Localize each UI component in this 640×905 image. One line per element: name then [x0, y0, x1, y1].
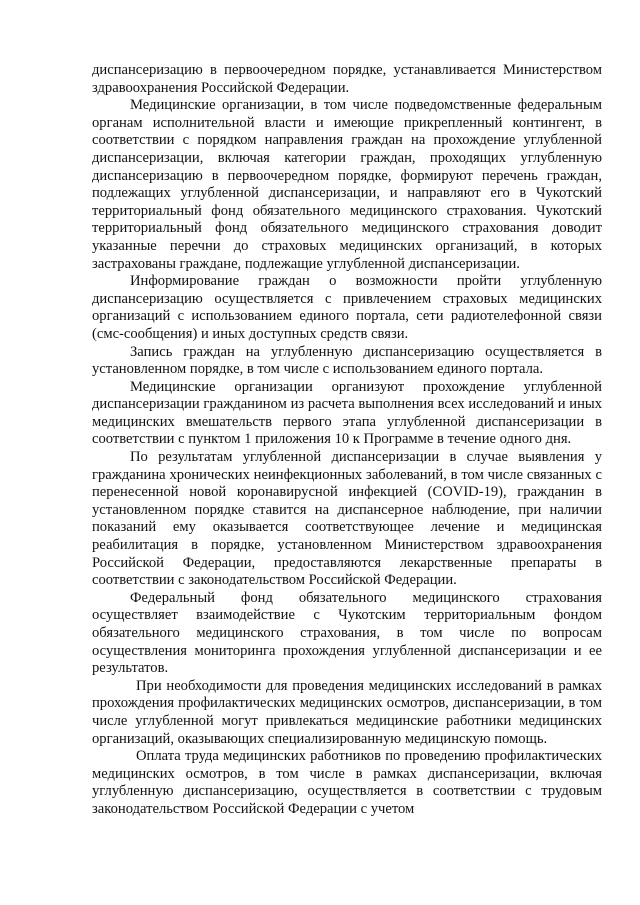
- paragraph-informing-citizens: Информирование граждан о возможности пройти углубленную диспансеризацию осуществляется с привлечением страховых медицинских организаций с использованием единого портала, сети радиотелефонной связи (смс-сообщения) и иных доступных средств связи.: [92, 273, 602, 342]
- paragraph-one-day-completion: Медицинские организации организуют прохождение углубленной диспансеризации гражданином из расчета выполнения всех исследований и иных медицинских вмешательств первого этапа углубленной диспансеризации в соответствии с пунктом 1 приложения 10 к Программе в течение одного дня.: [92, 378, 602, 448]
- paragraph-federal-fund-interaction: Федеральный фонд обязательного медицинского страхования осуществляет взаимодействие с Чукотским территориальным фондом обязательного медицинского страхования, в том числе по вопросам осуществления мониторинга прохождения углубленной диспансеризации и ее результатов.: [92, 589, 602, 677]
- paragraph-medical-organizations-list: Медицинские организации, в том числе подведомственные федеральным органам исполнительной власти и имеющие прикрепленный контингент, в соответствии с порядком направления граждан на прохождение углубленной диспансеризации, включая категории граждан, проходящих углубленную диспансеризацию в первоочередном порядке, формируют перечень граждан, подлежащих углубленной диспансеризации, и направляют его в Чукотский территориальный фонд обязательного медицинского страхования. Чукотский территориальный фонд обязательного медицинского страхования доводит указанные перечни до страховых медицинских организаций, в которых застрахованы граждане, подлежащие углубленной диспансеризации.: [92, 97, 602, 272]
- document-page: [92, 62, 602, 819]
- paragraph-continuation: диспансеризацию в первоочередном порядке, устанавливается Министерством здравоохранения Российской Федерации.: [92, 62, 602, 96]
- paragraph-registration: Запись граждан на углубленную диспансеризацию осуществляется в установленном порядке, в том числе с использованием единого портала.: [92, 343, 602, 378]
- paragraph-specialists-involvement: При необходимости для проведения медицинских исследований в рамках прохождения профилактических медицинских осмотров, диспансеризации, в том числе углубленной могут привлекаться медицинские работники медицинских организаций, оказывающих специализированную медицинскую помощь.: [92, 677, 602, 747]
- paragraph-labor-payment: Оплата труда медицинских работников по проведению профилактических медицинских осмотров, в том числе в рамках диспансеризации, включая углубленную диспансеризацию, осуществляется в соответствии с трудовым законодательством Российской Федерации с учетом: [92, 748, 602, 817]
- paragraph-results-follow-up: По результатам углубленной диспансеризации в случае выявления у гражданина хронических неинфекционных заболеваний, в том числе связанных с перенесенной новой коронавирусной инфекцией (COVID-19), гражданин в установленном порядке ставится на диспансерное наблюдение, при наличии показаний ему оказывается соответствующее лечение и медицинская реабилитация в порядке, установленном Министерством здравоохранения Российской Федерации, предоставляются лекарственные препараты в соответствии с законодательством Российской Федерации.: [92, 449, 602, 589]
